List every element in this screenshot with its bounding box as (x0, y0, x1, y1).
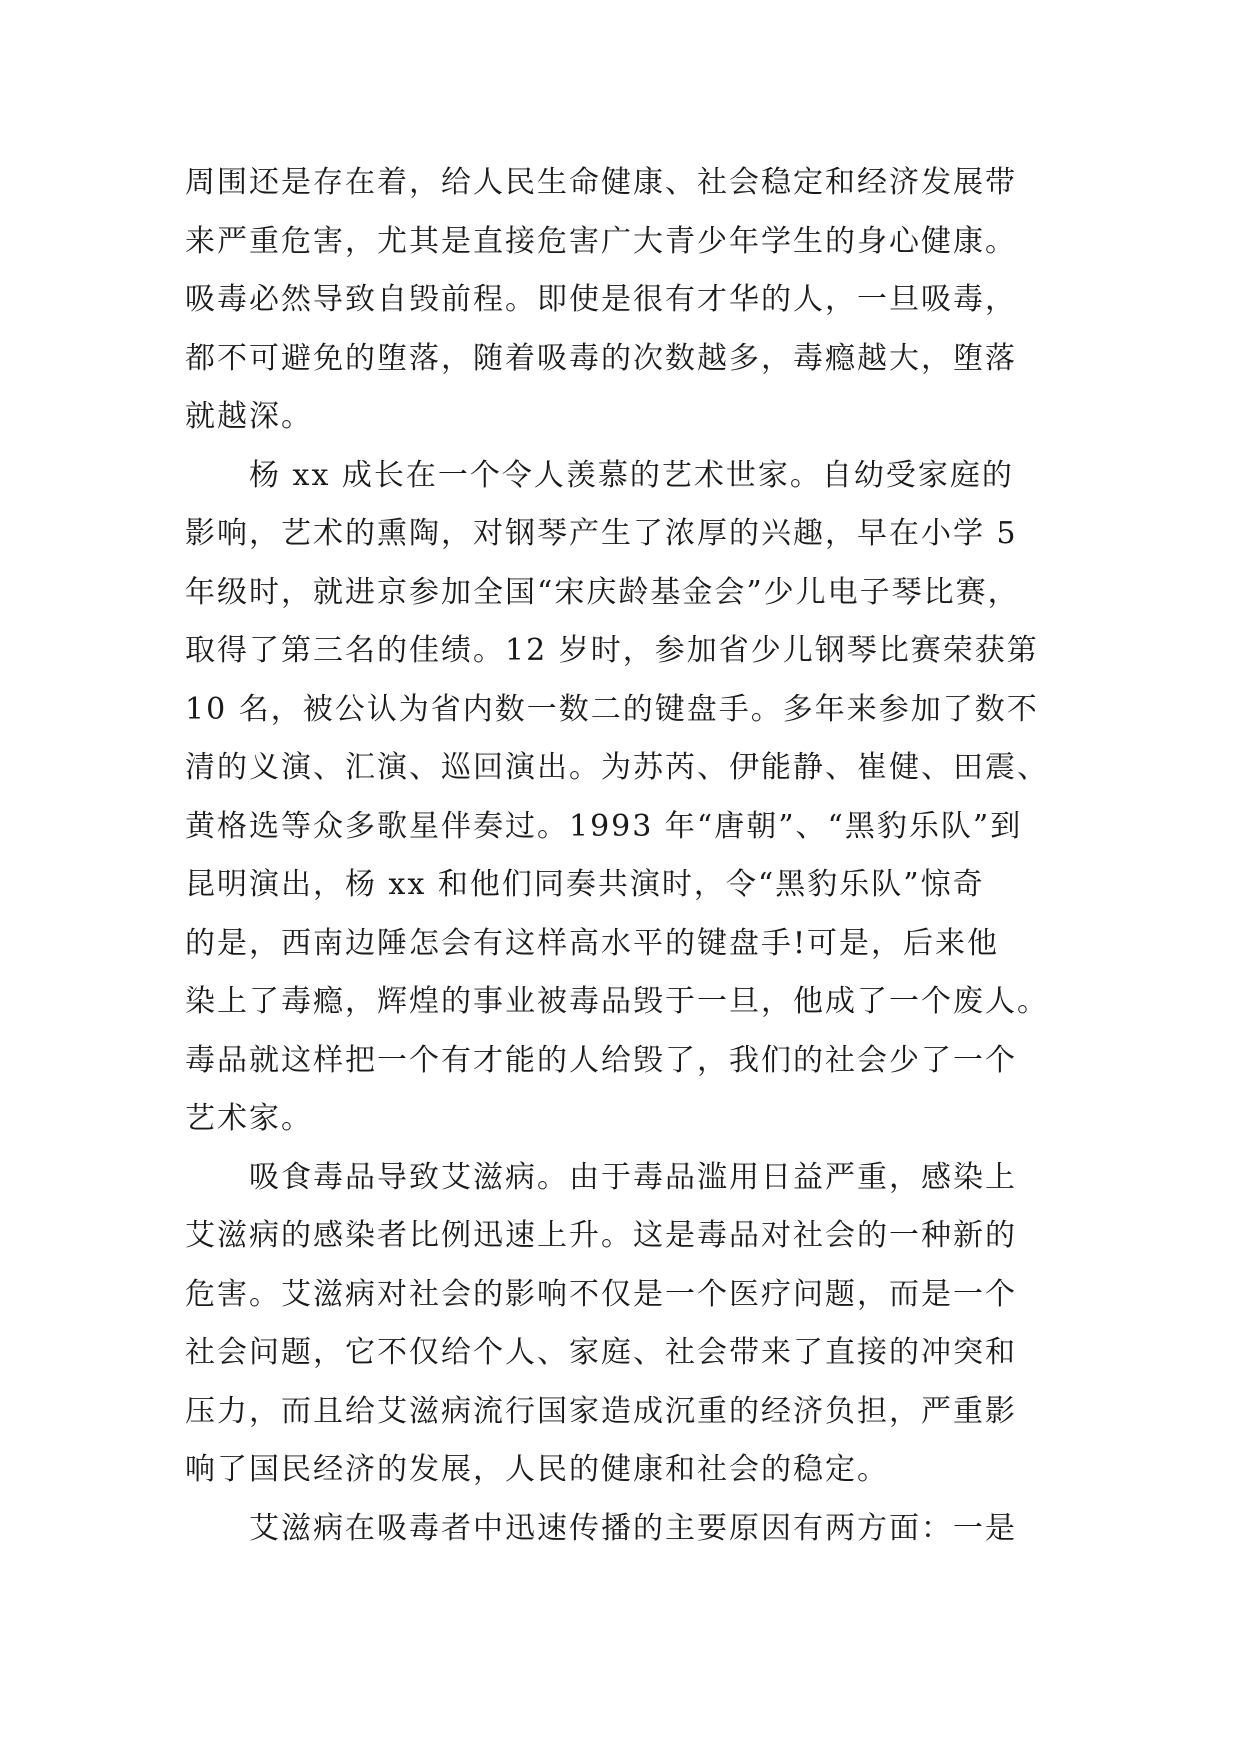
text-line: 艺术家。 (185, 1101, 313, 1136)
text-line: 的是，西南边陲怎会有这样高水平的键盘手!可是，后来他 (185, 925, 1000, 961)
text-line: 影响，艺术的熏陶，对钢琴产生了浓厚的兴趣，早在小学 5 (185, 516, 1018, 551)
text-line: 响了国民经济的发展，人民的健康和社会的稳定。 (185, 1452, 889, 1487)
body-text (185, 154, 1065, 1558)
text-line: 吸毒必然导致自毁前程。即使是很有才华的人，一旦吸毒， (185, 282, 1017, 317)
text-line: 毒品就这样把一个有才能的人给毁了，我们的社会少了一个 (185, 1042, 1017, 1078)
text-line: 吸食毒品导致艾滋病。由于毒品滥用日益严重，感染上 (249, 1159, 1017, 1195)
text-line: 就越深。 (185, 399, 313, 434)
text-line: 都不可避免的堕落，随着吸毒的次数越多，毒瘾越大，堕落 (185, 340, 1017, 376)
text-line: 昆明演出，杨 xx 和他们同奏共演时，令“黑豹乐队”惊奇 (185, 867, 985, 902)
text-line: 黄格选等众多歌星伴奏过。1993 年“唐朝”、“黑豹乐队”到 (185, 808, 1023, 844)
text-line: 取得了第三名的佳绩。12 岁时，参加省少儿钢琴比赛荣获第 (185, 633, 1039, 668)
text-line: 压力，而且给艾滋病流行国家造成沉重的经济负担，严重影 (185, 1393, 1017, 1429)
text-line: 10 名，被公认为省内数一数二的键盘手。多年来参加了数不 (185, 691, 1039, 727)
text-line: 艾滋病的感染者比例迅速上升。这是毒品对社会的一种新的 (185, 1218, 1017, 1253)
text-line: 周围还是存在着，给人民生命健康、社会稳定和经济发展带 (185, 165, 1017, 200)
text-line: 杨 xx 成长在一个令人羡慕的艺术世家。自幼受家庭的 (249, 457, 1014, 493)
text-line: 年级时，就进京参加全国“宋庆龄基金会”少儿电子琴比赛， (185, 574, 1020, 610)
text-line: 清的义演、汇演、巡回演出。为苏芮、伊能静、崔健、田震、 (185, 750, 1049, 785)
text-line: 艾滋病在吸毒者中迅速传播的主要原因有两方面：一是 (249, 1510, 1017, 1546)
text-line: 来严重危害，尤其是直接危害广大青少年学生的身心健康。 (185, 223, 1017, 259)
text-line: 危害。艾滋病对社会的影响不仅是一个医疗问题，而是一个 (185, 1276, 1017, 1312)
text-line: 社会问题，它不仅给个人、家庭、社会带来了直接的冲突和 (185, 1335, 1017, 1370)
text-line: 染上了毒瘾，辉煌的事业被毒品毁于一旦，他成了一个废人。 (185, 984, 1049, 1019)
